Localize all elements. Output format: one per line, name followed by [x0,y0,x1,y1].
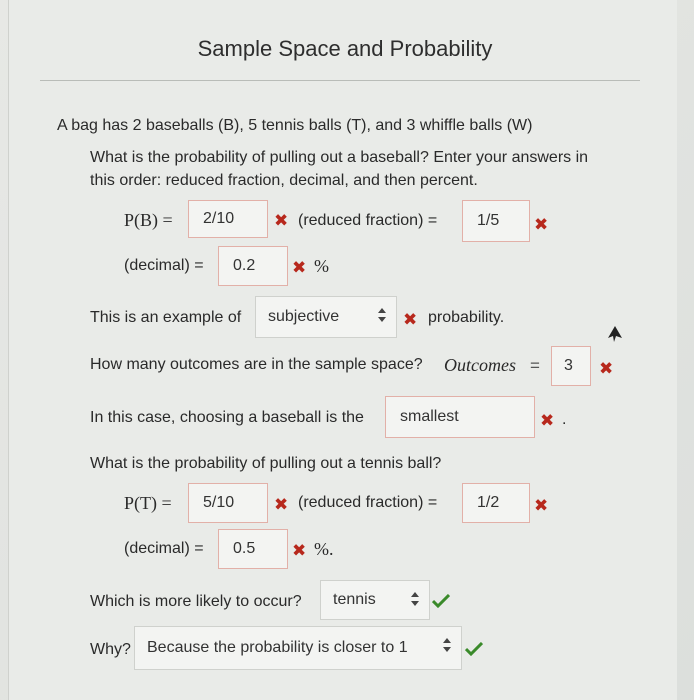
baseball-event-input[interactable]: smallest [385,396,535,438]
baseball-event-suffix: . [562,411,567,428]
example-suffix: probability. [428,309,505,326]
example-prefix: This is an example of [90,309,242,326]
pb-percent-sign: % [314,256,329,276]
baseball-event-prefix: In this case, choosing a baseball is the [90,409,364,426]
pt-percent-sign: %. [314,539,334,559]
pb-decimal-label: (decimal) = [124,257,204,274]
pb-decimal-wrong-icon: ✖ [292,258,307,277]
pb-label: P(B) = [124,210,173,230]
problem-statement: A bag has 2 baseballs (B), 5 tennis balls (T), and 3 whiffle balls (W) [57,117,533,134]
probability-type-select[interactable] [255,296,397,338]
why-correct-check-icon [465,642,483,656]
title-divider [40,80,640,81]
likely-select[interactable] [320,580,430,620]
likely-question: Which is more likely to occur? [90,593,302,610]
pt-decimal-input[interactable]: 0.5 [218,529,288,569]
outcomes-equals: = [530,356,540,375]
likely-select-value: tennis [333,591,376,608]
pb-reduced-input[interactable]: 1/5 [462,200,530,242]
outcomes-label: Outcomes [444,355,516,375]
why-select[interactable] [134,626,462,670]
pt-reduced-input[interactable]: 1/2 [462,483,530,523]
outcomes-wrong-icon: ✖ [599,359,614,378]
question1-line1: What is the probability of pulling out a baseball? Enter your answers in [90,149,589,166]
why-select-value: Because the probability is closer to 1 [147,639,408,656]
probability-type-value: subjective [268,308,340,325]
baseball-event-wrong-icon: ✖ [540,411,555,430]
pt-reduced-wrong-icon: ✖ [534,496,549,515]
updown-arrows-icon [443,638,451,652]
mouse-cursor-icon [608,326,622,342]
pt-fraction-wrong-icon: ✖ [274,495,289,514]
pt-decimal-label: (decimal) = [124,540,204,557]
pb-reduced-wrong-icon: ✖ [534,215,549,234]
updown-arrows-icon [411,592,419,606]
pb-decimal-input[interactable]: 0.2 [218,246,288,286]
tennis-question: What is the probability of pulling out a tennis ball? [90,455,442,472]
pb-fraction-input[interactable]: 2/10 [188,200,268,238]
example-wrong-icon: ✖ [403,310,418,329]
question1-line2: this order: reduced fraction, decimal, and then percent. [90,172,478,189]
pb-fraction-wrong-icon: ✖ [274,211,289,230]
pt-reduced-label: (reduced fraction) = [298,494,438,511]
outcomes-question: How many outcomes are in the sample space? [90,356,423,373]
outcomes-input[interactable]: 3 [551,346,591,386]
why-label: Why? [90,641,131,658]
page-title: Sample Space and Probability [197,36,493,61]
pt-decimal-wrong-icon: ✖ [292,541,307,560]
likely-correct-check-icon [432,594,450,608]
pb-reduced-label: (reduced fraction) = [298,212,438,229]
updown-arrows-icon [378,308,386,322]
pt-fraction-input[interactable]: 5/10 [188,483,268,523]
pt-label: P(T) = [124,493,172,513]
